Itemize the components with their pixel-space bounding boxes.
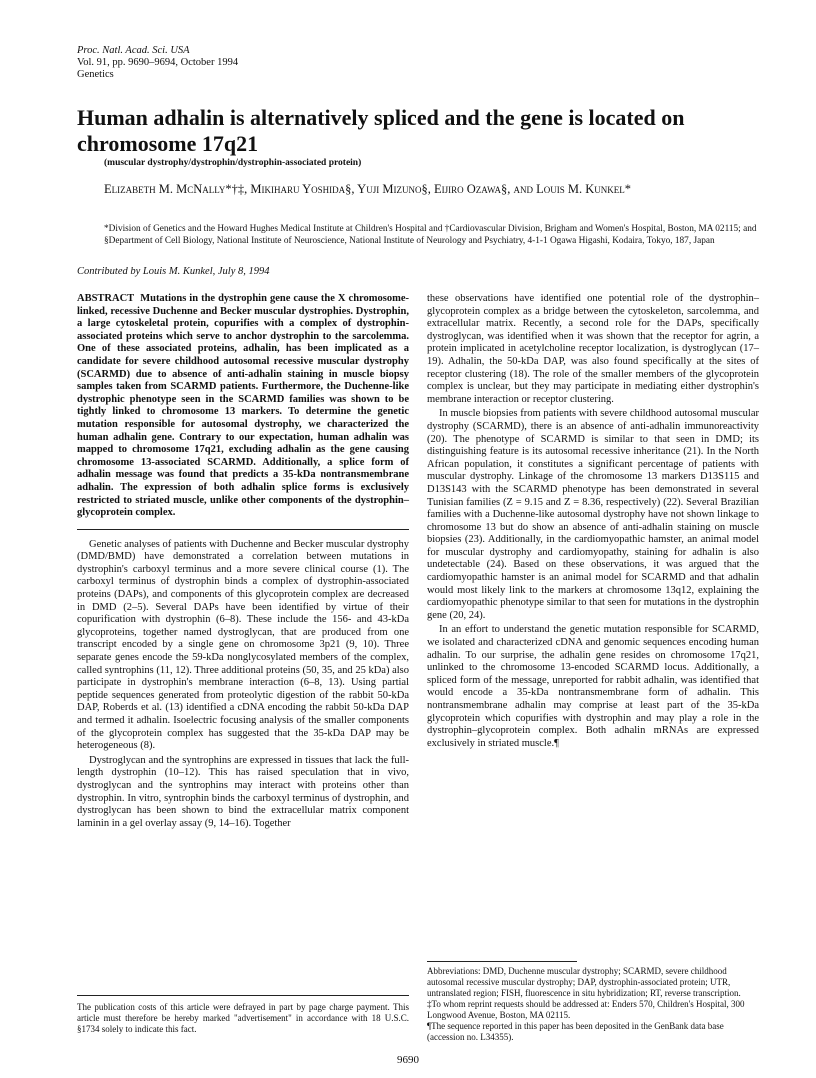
affiliations: *Division of Genetics and the Howard Hughes Medical Institute at Children's Hospital and †Cardiovascular Division, Brigham and Women's Hospital, Boston, MA 02115; and §Department of Cell Biology, National Institute of Neuroscience, National Institute of Neurology and Psychiatry, 4-1-1 Ogawa Higashi, Kodaira, Tokyo, 187, Japan <box>104 224 757 246</box>
article-title: Human adhalin is alternatively spliced and the gene is located on chromosome 17q21 <box>77 105 685 156</box>
genbank-footnote: ¶The sequence reported in this paper has been deposited in the GenBank data base (accession no. L34355). <box>427 1021 724 1042</box>
body-paragraph: In muscle biopsies from patients with severe childhood autosomal muscular dystrophy (SCARMD), there is an absence of anti-adhalin immunoreactivity (20). The phenotype of SCARMD is similar to that seen in DMD; its distinguishing feature is its autosomal recessive inheritance (21). In the North African population, it constitutes a significant percentage of patients with muscular dystrophy. Linkage of the chromosome 13 markers D13S115 and D13S143 with the SCARMD phenotype has been demonstrated in several Tunisian families (Z = 9.15 and Z = 8.36, respectively) (22). Several Brazilian families with a Duchenne-like autosomal dystrophy have not shown linkage to chromosome 13 but do show an absence of anti-adhalin staining on muscle biopsies (23). Additionally, in the cardiomyopathic hamster, an animal model for muscular dystrophy and cardiomyopathy, staining for adhalin is also undetectable (24). Based on these observations, it was argued that the cardiomyopathic hamster is an animal model for SCARMD and that adhalin would most likely link to the markers at chromosome 13q12, explaining the cardiomyopathic phenotype similar to that seen for mutations in the dystrophin gene (20, 24). <box>427 408 759 621</box>
journal-header <box>77 45 238 81</box>
body-paragraph: In an effort to understand the genetic mutation responsible for SCARMD, we isolated and characterized cDNA and genomic sequences encoding human adhalin. To our surprise, the adhalin gene resides on chromosome 17q21, unlinked to the chromosome 13-encoded SCARMD locus. Additionally, a spliced form of the message, unreported for rabbit adhalin, was identified that would encode a 35-kDa nontransmembrane form of adhalin. This nontransmembrane adhalin may comprise at least part of the 35-kDa glycoprotein which copurifies with dystrophin and may play a role in the dystrophin–glycoprotein complex. Both adhalin mRNAs are expressed exclusively in striated muscle.¶ <box>427 624 759 749</box>
body-paragraph: Genetic analyses of patients with Duchenne and Becker muscular dystrophy (DMD/BMD) have demonstrated a correlation between mutations in dystrophin's carboxyl terminus and a more severe clinical course (1). The carboxyl terminus of dystrophin binds a complex of dystrophin-associated proteins (DAPs), and components of this glycoprotein complex are decreased in DMD (2–5). Several DAPs have been identified by virtue of their copurification with dystrophin (6–8). These include the 156- and 43-kDa glycoproteins, together named dystroglycan, that are produced from one transcript encoded by a single gene on chromosome 3p21 (9, 10). Three separate genes encode the 59-kDa nonglycosylated members of the complex, called syntrophins (11, 12). Three additional proteins (50, 35, and 25 kDa) also participate in dystrophin's membrane interaction (6–8, 13). Using partial peptide sequences generated from proteolytic digestion of the rabbit 50-kDa DAP, Roberds et al. (13) identified a cDNA encoding the rabbit 50-kDa DAP and termed it adhalin. Isoelectric focusing analysis of the smaller components of the glycoprotein complex has suggested that the 35-kDa DAP may be heterogeneous (8). <box>77 538 409 752</box>
author-list: Elizabeth M. McNally*†‡, Mikiharu Yoshida§, Yuji Mizuno§, Eijiro Ozawa§, and Louis M. Kunkel* <box>104 182 632 196</box>
body-paragraph: Dystroglycan and the syntrophins are expressed in tissues that lack the full-length dystrophin (10–12). This has raised speculation that in vivo, dystroglycan and the syntrophins may interact with proteins other than dystrophin. In vitro, syntrophin binds the carboxyl terminus of dystrophin, and dystroglycan has been shown to bind the extracellular matrix component laminin in a gel overlay assay (9, 14–16). Together <box>77 754 409 829</box>
left-column <box>77 293 409 830</box>
abstract-divider <box>77 529 409 530</box>
journal-name: Proc. Natl. Acad. Sci. USA <box>77 45 190 56</box>
keywords: (muscular dystrophy/dystrophin/dystrophin-associated protein) <box>104 158 362 168</box>
page-number: 9690 <box>397 1054 419 1066</box>
publication-cost-note: The publication costs of this article were defrayed in part by page charge payment. This article must therefore be hereby marked "advertisement" in accordance with 18 U.S.C. §1734 solely to indicate this fact. <box>77 1002 409 1034</box>
reprint-footnote: ‡To whom reprint requests should be addressed at: Enders 570, Children's Hospital, 300 Longwood Avenue, Boston, MA 02115. <box>427 999 745 1020</box>
abstract <box>77 293 409 520</box>
abstract-text: Mutations in the dystrophin gene cause the X chromosome-linked, recessive Duchenne and Becker muscular dystrophies. Dystrophin, a large cytoskeletal protein, copurifies with a complex of dystrophin-associated proteins which serve to anchor dystrophin to the sarcolemma. One of these associated proteins, adhalin, has been implicated as a candidate for severe childhood autosomal recessive muscular dystrophy (SCARMD) due to absence of anti-adhalin staining in muscle biopsy samples taken from SCARMD patients. Furthermore, the Duchenne-like dystrophic phenotype seen in the SCARMD families was shown to be tightly linked to chromosome 13 markers. To determine the genetic mutation responsible for autosomal dystrophy, we characterized the human adhalin gene. Contrary to our expectation, human adhalin was mapped to chromosome 17q21, excluding adhalin as the gene causing chromosome 13-associated SCARMD. Additionally, a splice form of adhalin message was found that predicts a 35-kDa nontransmembrane adhalin. The expression of both adhalin splice forms is exclusively restricted to striated muscle, unlike other components of the dystrophin–glycoprotein complex. <box>77 293 409 519</box>
journal-section: Genetics <box>77 69 114 80</box>
footnote-divider-right <box>427 961 577 962</box>
journal-volume: Vol. 91, pp. 9690–9694, October 1994 <box>77 57 239 68</box>
body-paragraph: these observations have identified one potential role of the dystrophin–glycoprotein complex as a bridge between the cytoskeleton, sarcolemma, and extracellular matrix. Recently, a second role for the DAPs, specifically dystroglycan, was identified when it was shown that the receptor for agrin, a protein implicated in acetylcholine receptor localization, is dystroglycan (17–19). Adhalin, the 50-kDa DAP, was also found specifically at the sites of receptor clustering (18). The role of the smaller members of the glycoprotein complex is unclear, but they may participate in mediating either dystrophin's membrane interaction or receptor clustering. <box>427 293 759 405</box>
abstract-label: ABSTRACT <box>77 293 135 304</box>
right-column <box>427 293 759 750</box>
footnote-divider-left <box>77 995 409 996</box>
abbreviations-footnote: Abbreviations: DMD, Duchenne muscular dystrophy; SCARMD, severe childhood autosomal recessive muscular dystrophy; DAP, dystrophin-associated protein; UTR, untranslated region; FISH, fluorescence in situ hybridization; RT, reverse transcription. <box>427 966 741 998</box>
footnotes <box>427 966 759 1043</box>
contributed-by: Contributed by Louis M. Kunkel, July 8, 1994 <box>77 266 270 277</box>
